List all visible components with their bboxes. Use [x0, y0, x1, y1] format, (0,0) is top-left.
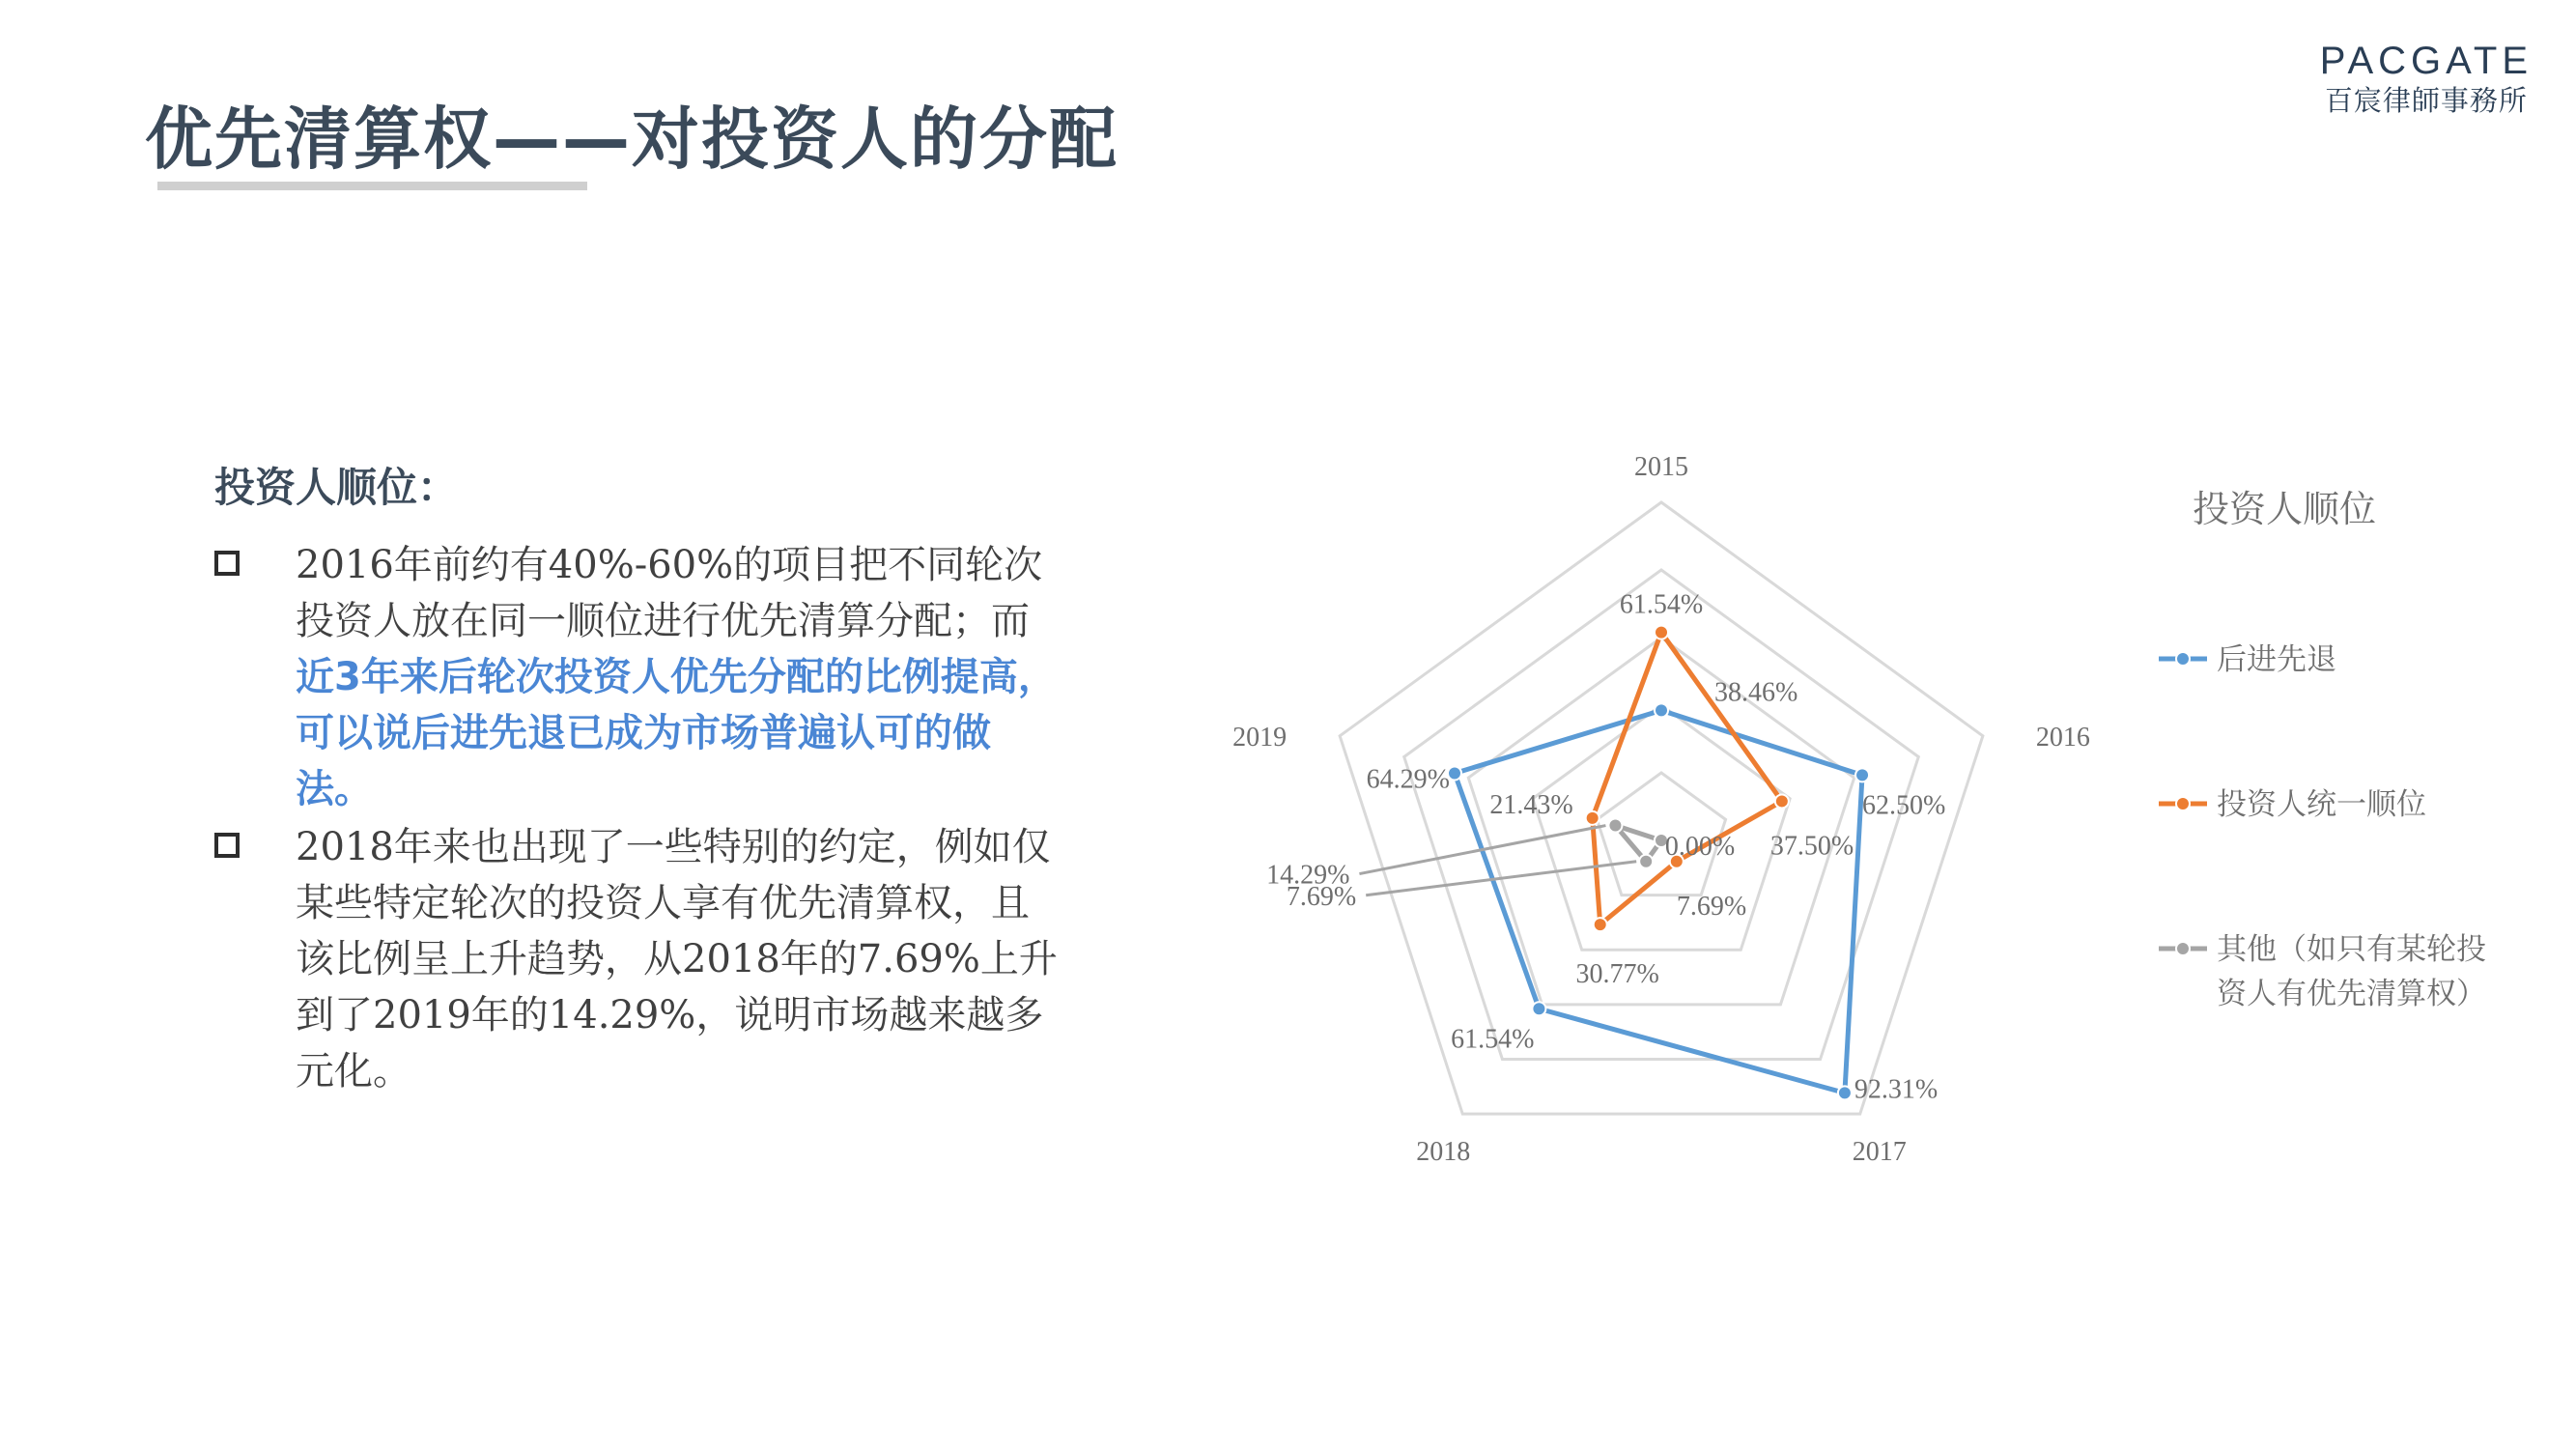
radar-data-point [1608, 819, 1622, 833]
legend-entry-label: 投资人统一顺位 [2217, 787, 2426, 822]
legend-entry-label: 其他（如只有某轮投 [2217, 932, 2486, 967]
radar-data-label: 7.69% [1286, 881, 1357, 912]
square-bullet-icon [214, 551, 240, 576]
radar-data-label: 30.77% [1575, 959, 1659, 990]
radar-data-point [1532, 1002, 1545, 1015]
radar-data-label: 7.69% [1676, 891, 1747, 922]
radar-data-point [1639, 855, 1653, 868]
radar-data-label: 37.50% [1769, 831, 1854, 862]
bullet-text [296, 537, 1064, 817]
axis-category-label: 2015 [1634, 452, 1688, 482]
radar-data-label: 61.54% [1619, 589, 1704, 620]
radar-data-label: 64.29% [1366, 764, 1450, 795]
radar-series-line [1593, 633, 1782, 925]
bullet-text: 2018年来也出现了一些特别的约定，例如仅某些特定轮次的投资人享有优先清算权，且该比例呈上升趋势，从2018年的7.69%上升到了2019年的14.29%，说明市场越来越多元化。 [296, 825, 1058, 1094]
radar-data-point [1448, 766, 1461, 780]
page-title: 优先清算权——对投资人的分配 [145, 99, 1118, 179]
radar-data-point [1655, 626, 1668, 639]
radar-data-label: 0.00% [1664, 832, 1736, 862]
bullet-item [214, 819, 1064, 1099]
square-bullet-icon [214, 833, 240, 858]
legend-entry-label: 资人有优先清算权） [2217, 977, 2486, 1011]
legend-point-marker [2176, 797, 2190, 810]
radar-data-point [1594, 918, 1607, 931]
axis-category-label: 2016 [2035, 722, 2090, 753]
radar-data-point [1838, 1086, 1852, 1099]
axis-category-label: 2018 [1416, 1137, 1471, 1168]
legend-point-marker [2176, 942, 2190, 955]
legend-title: 投资人顺位 [2193, 488, 2377, 530]
axis-category-label: 2019 [1232, 722, 1288, 753]
radar-data-point [1855, 768, 1869, 781]
radar-data-label: 92.31% [1854, 1074, 1939, 1105]
company-logo [2320, 39, 2533, 118]
bullet-text-plain: 2016年前约有40%-60%的项目把不同轮次投资人放在同一顺位进行优先清算分配；而 [296, 543, 1043, 643]
legend-entry-label: 后进先退 [2217, 642, 2336, 677]
radar-chart [1159, 386, 2486, 1168]
radar-data-label: 21.43% [1489, 789, 1573, 820]
radar-data-label: 61.54% [1451, 1024, 1535, 1055]
radar-data-point [1586, 811, 1599, 825]
bullet-text-highlight: 近3年来后轮次投资人优先分配的比例提高，可以说后进先退已成为市场普遍认可的做法。 [296, 655, 1057, 811]
radar-data-label: 14.29% [1266, 860, 1350, 891]
section-title: 投资人顺位： [214, 464, 459, 511]
radar-data-point [1655, 703, 1668, 717]
radar-data-label: 38.46% [1714, 677, 1798, 708]
bullet-item [214, 537, 1064, 817]
label-leader-line [1359, 826, 1605, 874]
axis-category-label: 2017 [1852, 1137, 1907, 1168]
logo-brand: PACGATE [2319, 40, 2533, 82]
legend-point-marker [2176, 652, 2190, 666]
radar-data-point [1775, 794, 1789, 808]
radar-data-label: 62.50% [1862, 790, 1946, 821]
title-underline [157, 182, 587, 190]
logo-subtitle: 百宸律師事務所 [2324, 84, 2528, 117]
